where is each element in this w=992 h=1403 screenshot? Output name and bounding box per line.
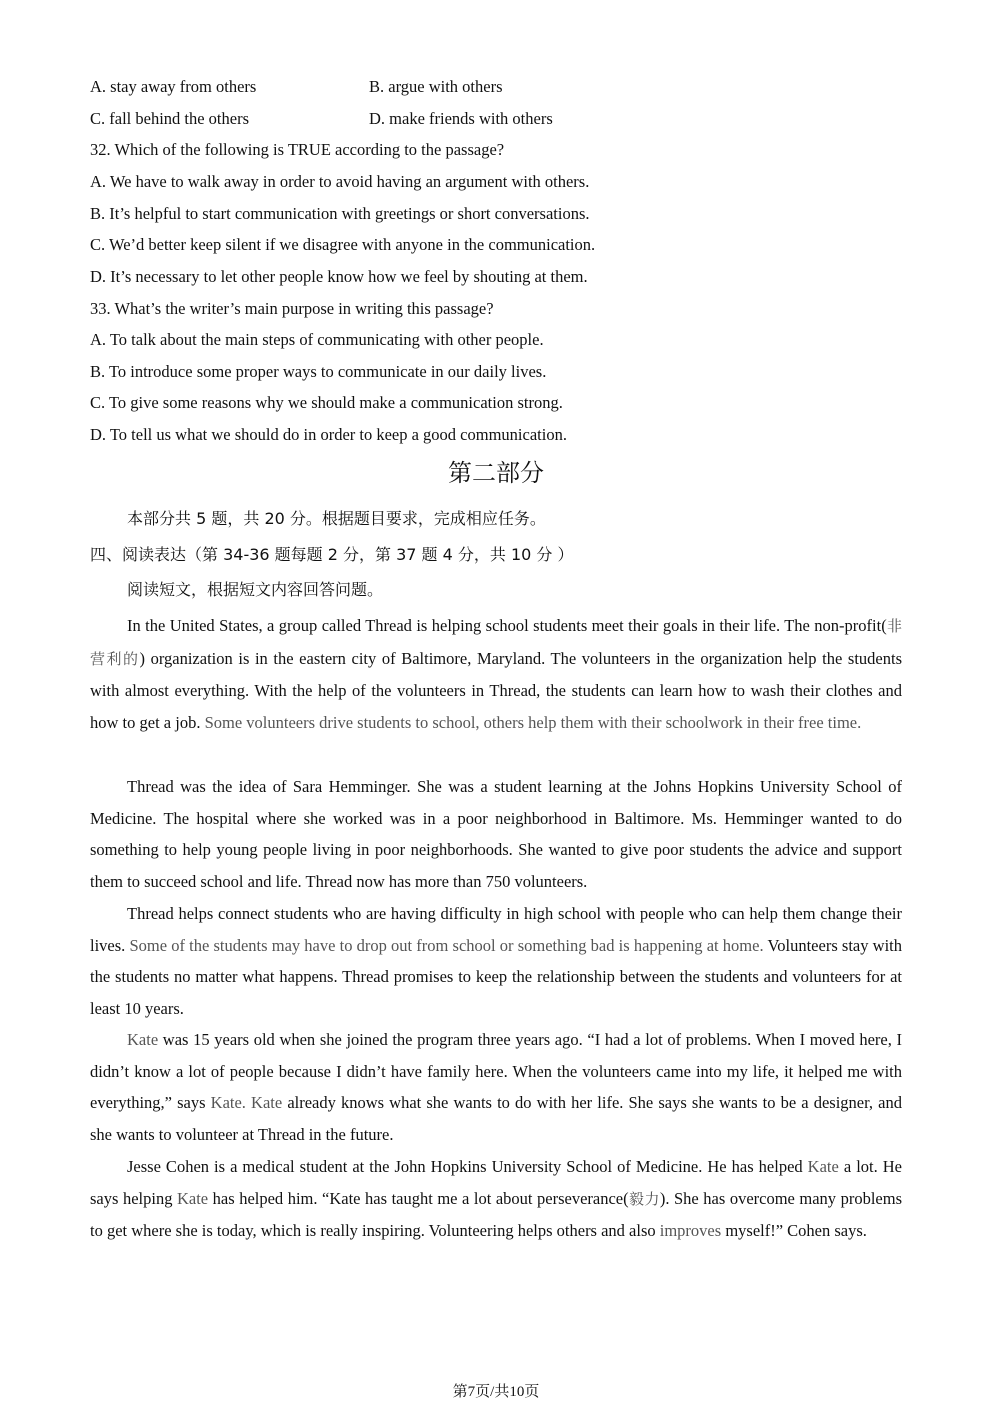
p1-text-1: In the United States, a group called Thread is helping school students meet their goals in their life. The non-profit( [127,616,887,635]
q33-option-a: A. To talk about the main steps of communicating with other people. [90,330,544,349]
p3-text-2: Some of the students may have to drop out from school or something bad is happening at home. [125,935,764,955]
passage-paragraph-3 [90,898,902,1024]
p5-text-7: improves [659,1221,722,1240]
p3-text-1: Thread helps connect students who are having difficulty in high school with people who can help them change their lives. [90,904,902,955]
p5-text-4: Kate [176,1188,209,1208]
p1-text-3: Some volunteers drive students to school, others help them with their schoolwork in their free time. [200,712,862,732]
p4-text-1: Kate [127,1030,159,1049]
q33-option-c: C. To give some reasons why we should make a communication strong. [90,393,563,412]
q31-option-a: A. stay away from others [90,77,257,96]
section-heading: 四、阅读表达（第 34-36 题每题 2 分，第 37 题 4 分，共 10 分 ） [90,545,574,564]
part-title: 第二部分 [448,459,544,487]
p1-text-2: ) organization is in the eastern city of Baltimore, Maryland. The volunteers in the organization help the students with almost everything. With the help of the volunteers in Thread, the students can learn how to wash their clothes and how to get a job. [90,648,902,732]
passage-paragraph-1 [90,610,902,738]
q31-option-d: D. make friends with others [369,109,553,128]
p4-text-4: already knows what she wants to do with her life. She says she wants to be a designer, and she wants to volunteer at Thread in the future. [90,1093,902,1144]
q32-option-a: A. We have to walk away in order to avoid having an argument with others. [90,172,590,191]
q32-stem: 32. Which of the following is TRUE according to the passage? [90,140,505,159]
passage-paragraph-4 [90,1024,902,1150]
p5-gloss: 毅力 [628,1189,660,1208]
q32-option-b: B. It’s helpful to start communication with greetings or short conversations. [90,204,590,223]
p4-text-3: Kate. Kate [210,1093,283,1112]
q32-option-d: D. It’s necessary to let other people know how we feel by shouting at them. [90,267,588,286]
q33-stem: 33. What’s the writer’s main purpose in writing this passage? [90,299,494,318]
p5-text-6: ). She has overcome many problems to get where she is today, which is really inspiring. Volunteering helps others and also [90,1188,902,1240]
part-intro: 本部分共 5 题，共 20 分。根据题目要求，完成相应任务。 [127,509,546,528]
p1-gloss: 非营利的 [90,617,902,668]
passage-paragraph-5 [90,1151,902,1247]
q32-option-c: C. We’d better keep silent if we disagree with anyone in the communication. [90,235,596,254]
p4-text-2: was 15 years old when she joined the program three years ago. “I had a lot of problems. When I moved here, I didn’t know a lot of people because I didn’t have family here. When the volunteers came into my life, it helped me with everything,” says [90,1030,902,1112]
p5-text-2: Kate [807,1157,839,1176]
reading-instruction: 阅读短文，根据短文内容回答问题。 [127,580,384,599]
q31-option-c: C. fall behind the others [90,109,250,128]
page-footer: 第7页/共10页 [452,1384,540,1400]
p5-text-3: a lot. He says helping [90,1157,903,1208]
q31-option-b: B. argue with others [369,77,503,96]
p3-text-3: Volunteers stay with the students no matter what happens. Thread promises to keep the relationship between the students and volunteers for at least 10 years. [90,935,902,1018]
passage-paragraph-2: Thread was the idea of Sara Hemminger. She was a student learning at the Johns Hopkins University School of Medicine. The hospital where she worked was in a poor neighborhood in Baltimore. Ms. Hemminger wanted to do something to help young people living in poor neighborhoods. She wanted to give poor students the advice and support them to succeed school and life. Thread now has more than 750 volunteers. [90,777,902,891]
p5-text-1: Jesse Cohen is a medical student at the John Hopkins University School of Medicine. He has helped [127,1157,808,1176]
q33-option-b: B. To introduce some proper ways to communicate in our daily lives. [90,362,547,381]
p5-text-5: has helped him. “Kate has taught me a lot about perseverance( [208,1188,629,1208]
q33-option-d: D. To tell us what we should do in order to keep a good communication. [90,425,567,444]
p5-text-8: myself!” Cohen says. [721,1221,867,1240]
